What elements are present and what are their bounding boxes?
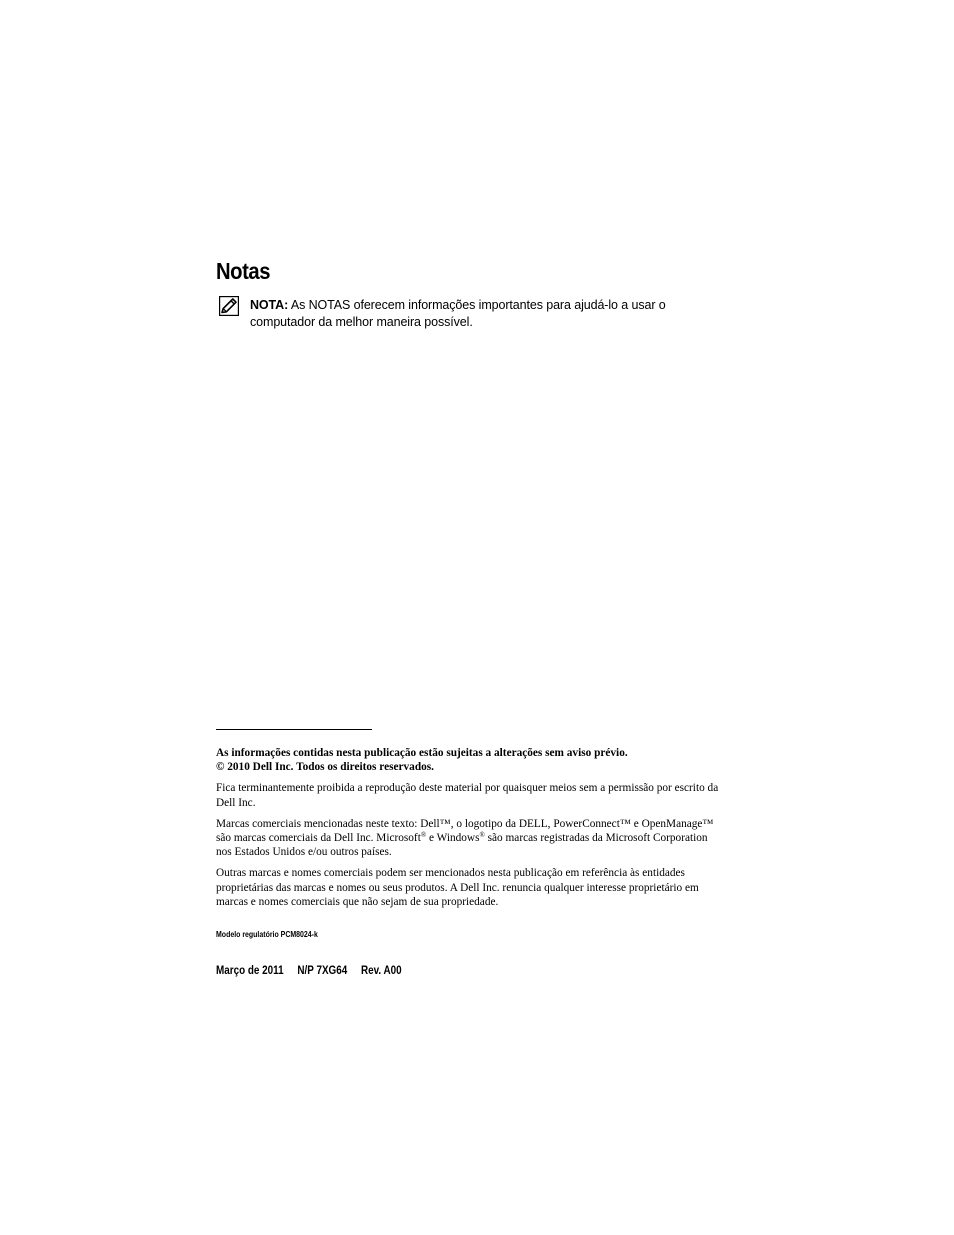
revision: Rev. A00 xyxy=(361,965,402,977)
legal-notice xyxy=(216,746,721,916)
publication-footer xyxy=(216,964,402,978)
trademarks-notice xyxy=(216,817,721,860)
reproduction-notice: Fica terminantemente proibida a reprodução deste material por quaisquer meios sem a permissão por escrito da Dell Inc. xyxy=(216,782,719,809)
trademarks-text-3: são marcas registradas da Microsoft Corporation nos Estados Unidos e/ou outros países. xyxy=(216,832,708,859)
registered-mark: ® xyxy=(479,831,485,840)
legal-header xyxy=(216,746,721,774)
change-notice: As informações contidas nesta publicação estão sujeitas a alterações sem aviso prévio. xyxy=(216,747,628,759)
registered-mark: ® xyxy=(420,831,427,840)
note-label: NOTA: xyxy=(250,298,289,312)
trademarks-text-1: Marcas comerciais mencionadas neste texto: Dell™, o logotipo da DELL, PowerConnect™ e OpenManage™ são marcas comerciais da Dell Inc. Microsoft xyxy=(216,817,714,845)
regulatory-model: Modelo regulatório PCM8024-k xyxy=(216,929,318,939)
trademarks-text-2: e Windows xyxy=(426,832,480,845)
footnote-divider xyxy=(216,729,372,730)
other-marks-notice: Outras marcas e nomes comerciais podem ser mencionados nesta publicação em referência às entidades proprietárias das marcas e nomes ou seus produtos. A Dell Inc. renuncia qualquer interesse proprietário em marcas e nomes comerciais que não sejam de sua propriedade. xyxy=(216,867,699,908)
publication-date: Março de 2011 xyxy=(216,965,284,977)
note-body: As NOTAS oferecem informações importantes para ajudá-lo a usar o computador da melhor maneira possível. xyxy=(250,298,666,329)
part-number: N/P 7XG64 xyxy=(297,965,348,977)
copyright-line: © 2010 Dell Inc. Todos os direitos reservados. xyxy=(216,761,434,774)
note-text xyxy=(250,297,730,331)
note-pencil-icon xyxy=(219,296,239,316)
page-title: Notas xyxy=(216,258,271,284)
